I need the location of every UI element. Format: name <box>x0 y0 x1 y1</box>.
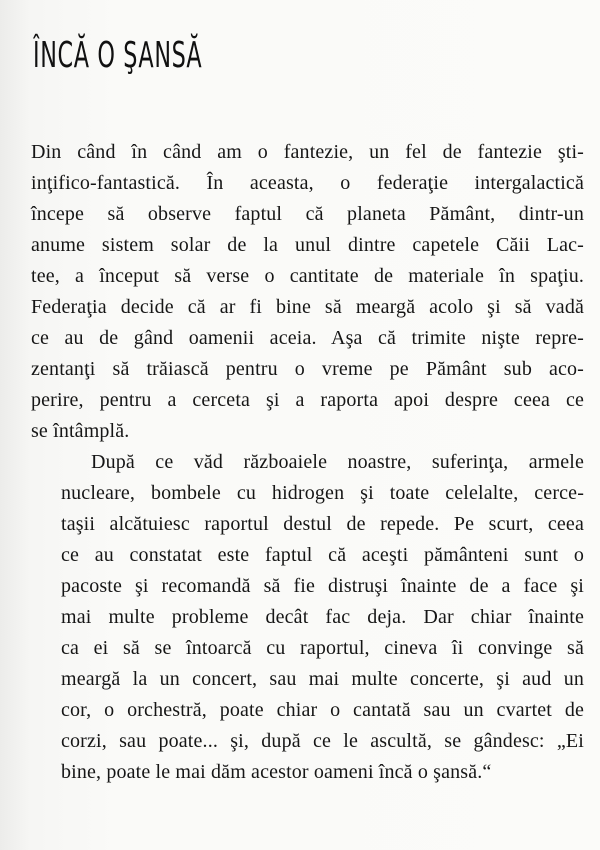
text-line: începe să observe faptul că planeta Pământ, dintr-un <box>31 203 584 225</box>
text-line: tee, a început să verse o cantitate de materiale în spaţiu. <box>31 265 584 287</box>
text-line: cor, o orchestră, poate chiar o cantată sau un cvartet de <box>61 699 584 721</box>
paragraph-2 <box>31 447 584 788</box>
text-line: mai multe probleme decât fac deja. Dar chiar înainte <box>61 606 584 628</box>
text-line: anume sistem solar de la unul dintre capetele Căii Lac- <box>31 234 584 256</box>
text-line: Din când în când am o fantezie, un fel de fantezie şti- <box>31 141 584 163</box>
text-line: ce au constatat este faptul că aceşti pământeni sunt o <box>61 544 584 566</box>
text-line: După ce văd războaiele noastre, suferinţa, armele <box>91 451 584 473</box>
text-line: inţifico-fantastică. În aceasta, o federaţie intergalactică <box>31 172 584 194</box>
text-line: corzi, sau poate... şi, după ce le ascultă, se gândesc: „Ei <box>61 730 584 752</box>
text-line: Federaţia decide că ar fi bine să meargă acolo şi să vadă <box>31 296 584 318</box>
text-line: perire, pentru a cerceta şi a raporta apoi despre ceea ce <box>31 389 584 411</box>
text-line: ce au de gând oamenii aceia. Aşa că trimite nişte repre- <box>31 327 584 349</box>
text-line: pacoste şi recomandă să fie distruşi înainte de a face şi <box>61 575 584 597</box>
text-line: se întâmplă. <box>31 420 130 442</box>
chapter-title: ÎNCĂ O ŞANSĂ <box>33 35 203 76</box>
chapter-body <box>31 137 584 788</box>
text-line: ca ei să se întoarcă cu raportul, cineva îi convinge să <box>61 637 584 659</box>
text-line: meargă la un concert, sau mai multe concerte, şi aud un <box>61 668 584 690</box>
text-line: nucleare, bombele cu hidrogen şi toate celelalte, cerce- <box>61 482 584 504</box>
text-line: bine, poate le mai dăm acestor oameni încă o şansă.“ <box>61 761 492 783</box>
text-line: taşii alcătuiesc raportul destul de repede. Pe scurt, ceea <box>61 513 584 535</box>
paragraph-1 <box>31 137 584 447</box>
text-line: zentanţi să trăiască pentru o vreme pe Pământ sub aco- <box>31 358 584 380</box>
